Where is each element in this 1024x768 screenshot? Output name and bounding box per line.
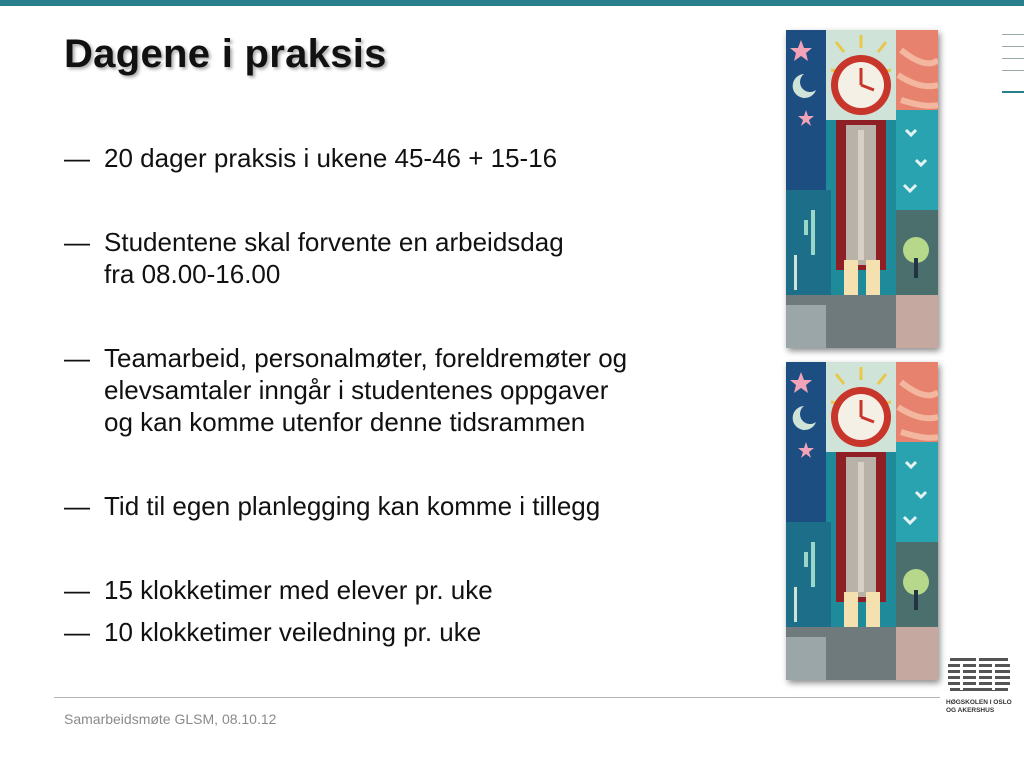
footer-text: Samarbeidsmøte GLSM, 08.10.12 [64,711,277,727]
bullet-text: Teamarbeid, personalmøter, foreldremøter og elevsamtaler inngår i studentenes oppgaver og kan komme utenfor denne tidsrammen [104,343,628,437]
university-logo [946,656,1014,715]
logo-icon [946,656,1012,692]
clock-man-icon [786,362,938,680]
bullet-item [64,342,754,438]
bullet-marker: — [64,343,90,373]
bullet-text: Studentene skal forvente en arbeidsdag fra 08.00-16.00 [104,227,564,289]
bullet-item [64,616,754,648]
bullet-marker: — [64,575,90,605]
bullet-text: 10 klokketimer veiledning pr. uke [104,617,482,647]
top-accent-bar [0,0,1024,6]
bullet-text: Tid til egen planlegging kan komme i tillegg [104,491,601,521]
bullet-item [64,226,754,290]
footer-divider [54,697,940,698]
logo-text: HØGSKOLEN I OSLO OG AKERSHUS [946,699,1012,714]
clock-man-icon [786,30,938,348]
bullet-item [64,142,754,174]
bullet-marker: — [64,227,90,257]
bullet-text: 20 dager praksis i ukene 45-46 + 15-16 [104,143,558,173]
clock-man-illustration [786,362,938,680]
bullet-item [64,574,754,606]
slide-title: Dagene i praksis [64,32,387,76]
bullet-list [64,142,754,648]
bullet-item [64,490,754,522]
bullet-text: 15 klokketimer med elever pr. uke [104,575,493,605]
decorative-lines [1002,34,1024,104]
bullet-marker: — [64,617,90,647]
clock-man-illustration [786,30,938,348]
bullet-marker: — [64,143,90,173]
bullet-marker: — [64,491,90,521]
